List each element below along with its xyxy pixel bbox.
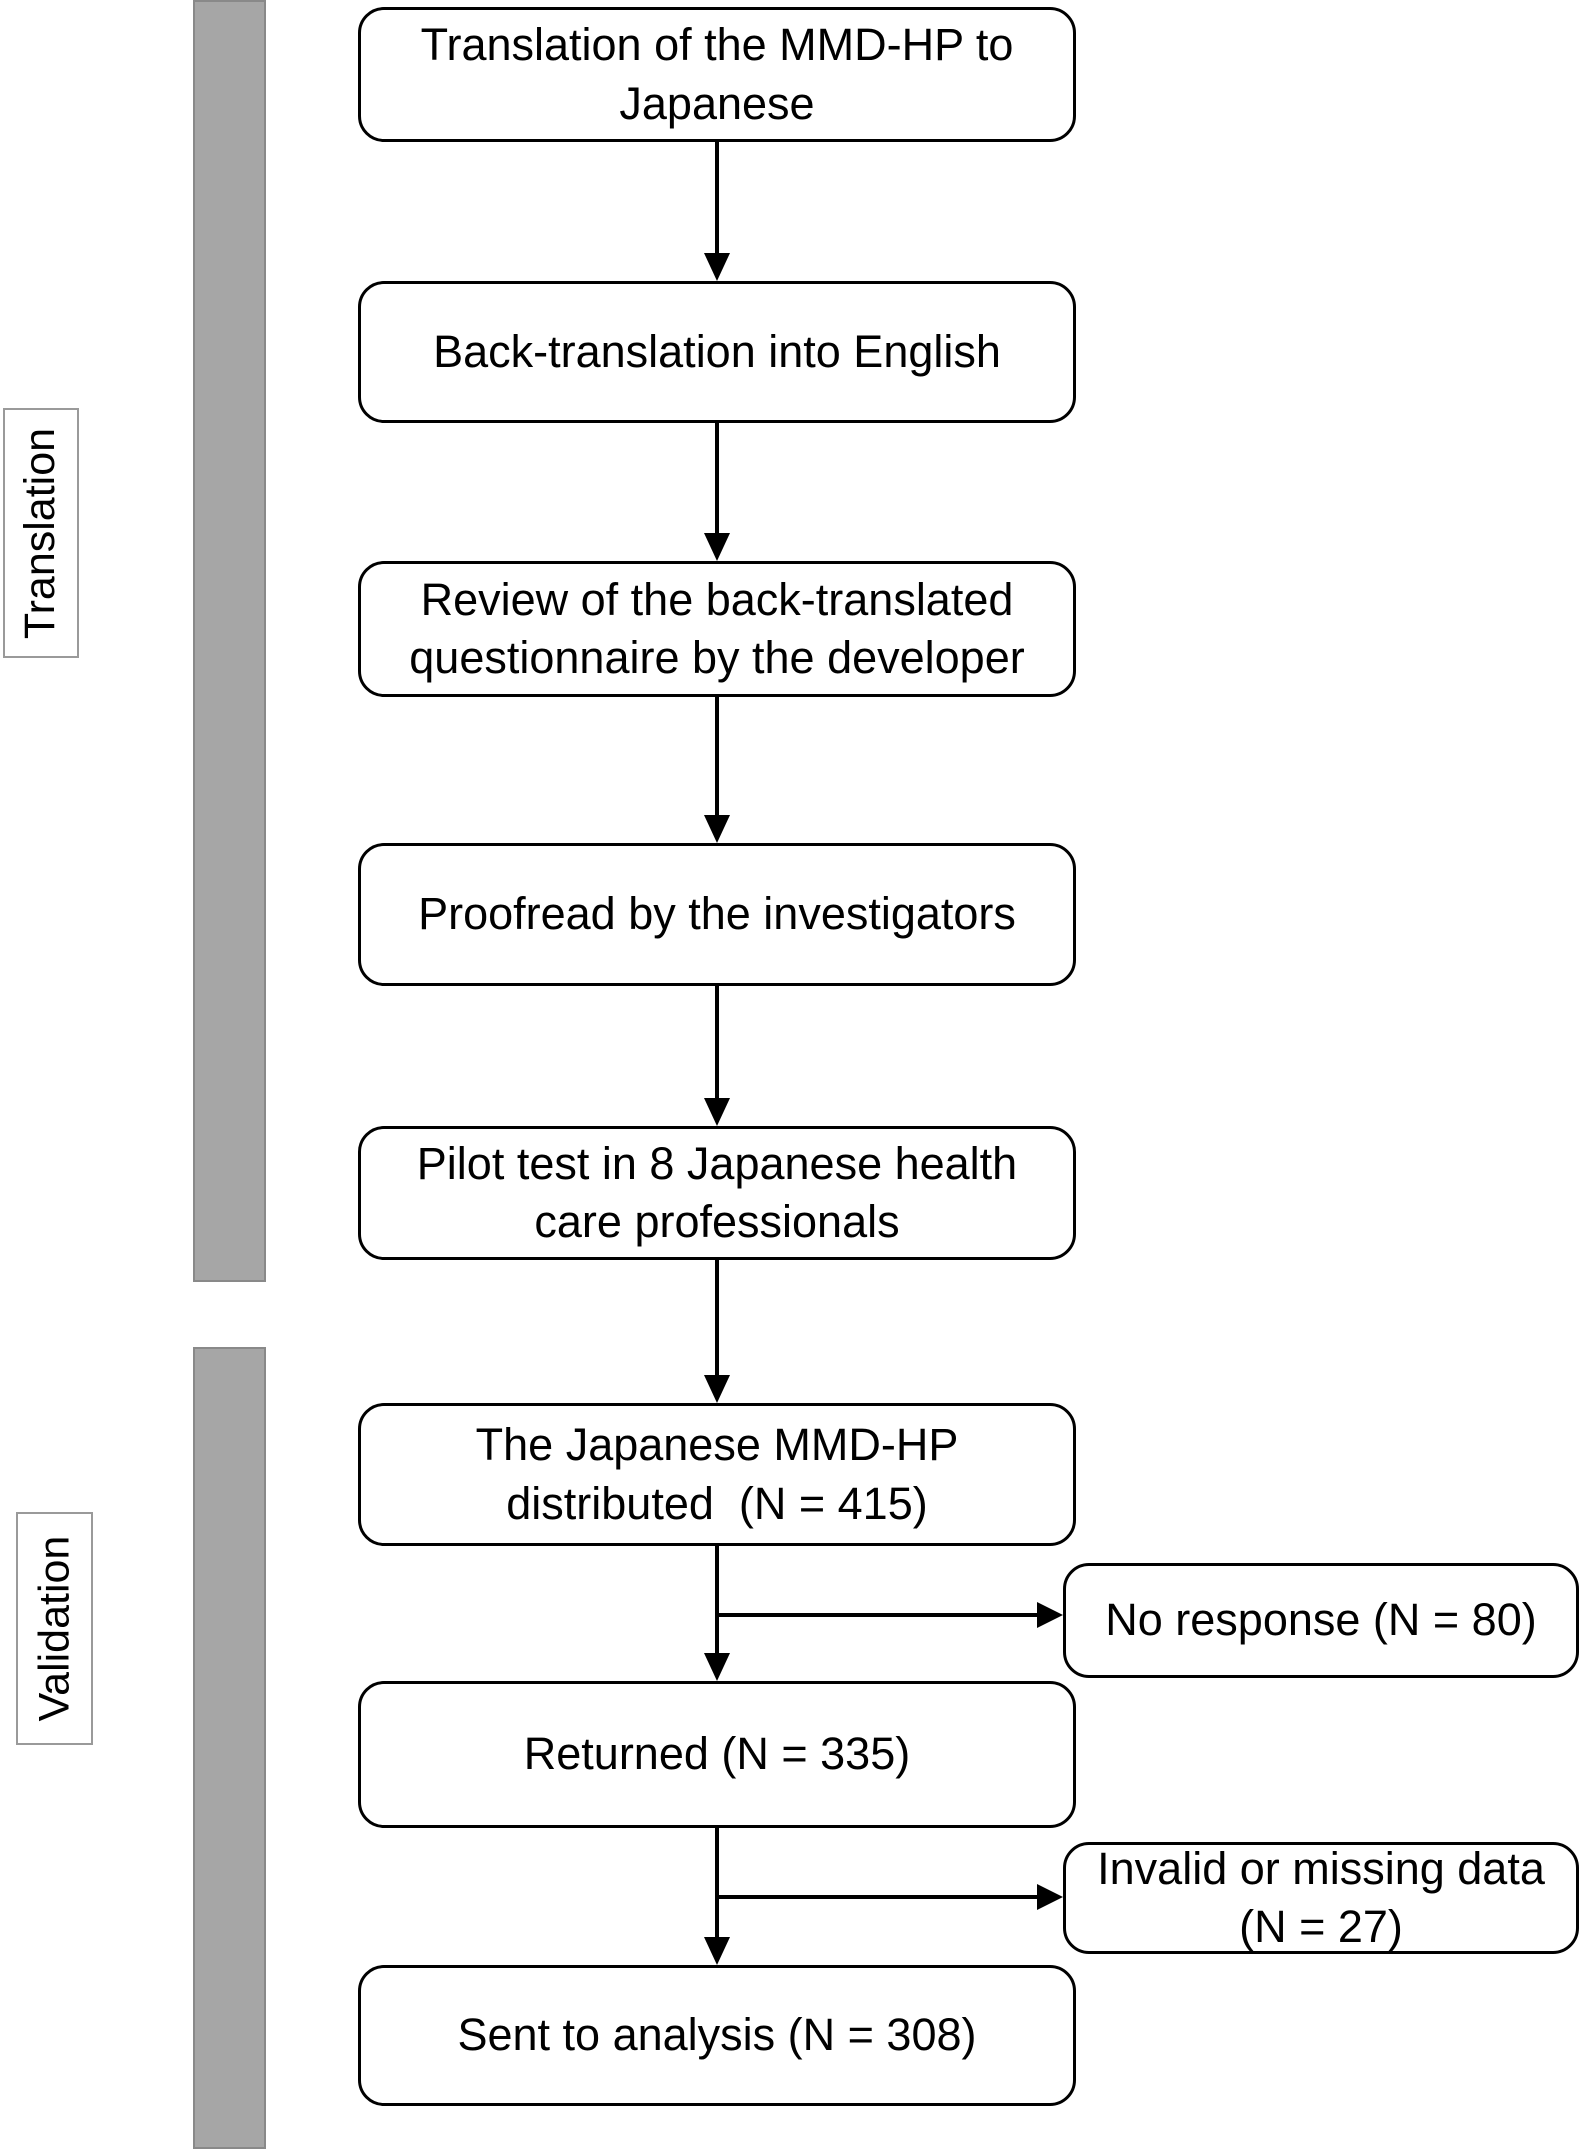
- flow-box-translation-to-japanese: [358, 7, 1076, 142]
- branch-arrow-no-response-shaft: [717, 1613, 1037, 1617]
- down-arrow-7-shaft: [715, 1828, 719, 1937]
- flow-box-developer-review: [358, 561, 1076, 697]
- box-line: Pilot test in 8 Japanese health: [416, 1137, 1018, 1189]
- branch-arrow-no-response-head-icon: [1037, 1602, 1063, 1628]
- down-arrow-4-shaft: [715, 986, 719, 1098]
- down-arrow-1-head-icon: [704, 253, 730, 281]
- translation-section-bar: [193, 0, 266, 1282]
- box-line: Back-translation into English: [433, 325, 1001, 377]
- down-arrow-3-head-icon: [704, 815, 730, 843]
- translation-section-label: [3, 408, 79, 658]
- translation-section-label-text: Translation: [16, 427, 65, 639]
- down-arrow-7-head-icon: [704, 1937, 730, 1965]
- box-line: Returned (N = 335): [523, 1728, 911, 1780]
- side-box-invalid-missing-data: [1063, 1842, 1579, 1954]
- box-line: Japanese: [619, 77, 815, 129]
- branch-arrow-invalid-data-head-icon: [1037, 1884, 1063, 1910]
- box-line: No response (N = 80): [1105, 1594, 1537, 1646]
- box-line: Translation of the MMD-HP to: [420, 19, 1014, 70]
- box-line: Review of the back-translated: [420, 573, 1014, 625]
- box-line: (N = 27): [1239, 1901, 1403, 1952]
- side-box-no-response: [1063, 1563, 1579, 1678]
- box-line: Proofread by the investigators: [418, 888, 1016, 940]
- down-arrow-2-shaft: [715, 423, 719, 533]
- flow-box-proofread: [358, 843, 1076, 986]
- down-arrow-6-head-icon: [704, 1653, 730, 1681]
- box-line: The Japanese MMD-HP: [475, 1419, 959, 1470]
- box-line: distributed (N = 415): [506, 1477, 928, 1529]
- down-arrow-5-shaft: [715, 1260, 719, 1375]
- validation-section-label-text: Validation: [30, 1535, 79, 1722]
- down-arrow-4-head-icon: [704, 1098, 730, 1126]
- flow-box-distributed: [358, 1403, 1076, 1546]
- validation-section-bar: [193, 1347, 266, 2149]
- box-line: questionnaire by the developer: [409, 632, 1025, 683]
- validation-section-label: [16, 1512, 93, 1745]
- branch-arrow-invalid-data-shaft: [717, 1895, 1037, 1899]
- down-arrow-1-shaft: [715, 142, 719, 253]
- down-arrow-2-head-icon: [704, 533, 730, 561]
- flow-box-pilot-test: [358, 1126, 1076, 1260]
- box-line: Invalid or missing data: [1097, 1842, 1545, 1894]
- flow-box-sent-to-analysis: [358, 1965, 1076, 2106]
- down-arrow-3-shaft: [715, 697, 719, 815]
- box-line: Sent to analysis (N = 308): [457, 2009, 977, 2061]
- box-line: care professionals: [534, 1196, 900, 1247]
- flow-box-returned: [358, 1681, 1076, 1828]
- flow-box-back-translation: [358, 281, 1076, 423]
- down-arrow-5-head-icon: [704, 1375, 730, 1403]
- down-arrow-6-shaft: [715, 1546, 719, 1653]
